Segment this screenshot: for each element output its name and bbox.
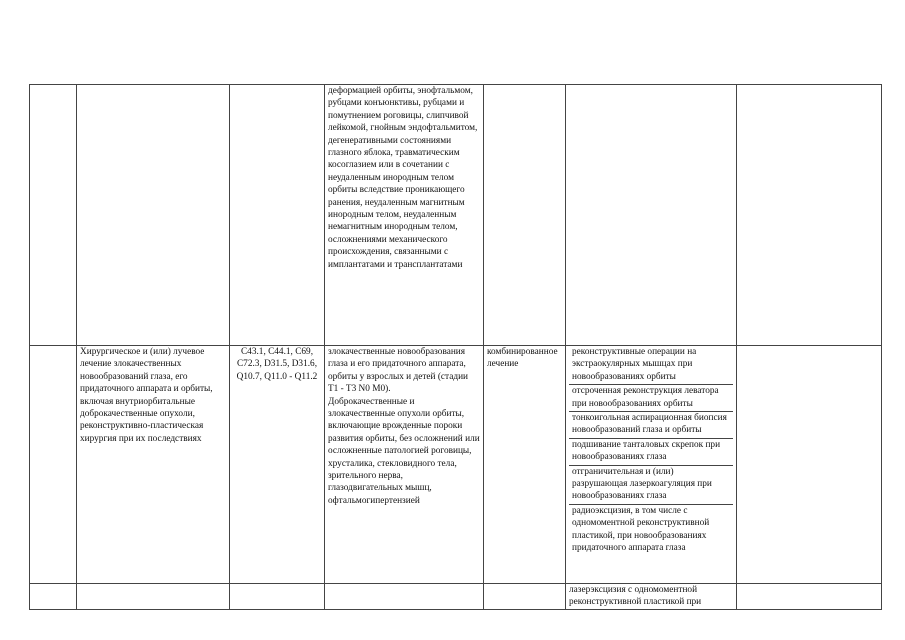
cell-cost (737, 85, 882, 346)
treatment-text: комбинированное лечение (487, 347, 558, 370)
method-item: отграничительная и (или) разрушающая лазеркоагуляция при новообразованиях глаза (569, 466, 733, 505)
cell-method (566, 346, 737, 584)
cell-diagnosis (325, 346, 484, 584)
diagnosis-text: Доброкачественные и злокачественные опухоли орбиты, включающие врожденные пороки развития орбиты, без осложнений или осложненные патологией роговицы, хрусталика, стекловидного тела, зрительного нерва, глазодвигательных мышц, офтальмогипертензией (328, 396, 480, 506)
cell-diagnosis (325, 584, 484, 610)
method-item: отсроченная реконструкция леватора при новообразованиях орбиты (569, 385, 733, 412)
cell-number (30, 584, 77, 610)
cell-diagnosis (325, 85, 484, 346)
method-item: подшивание танталовых скрепок при новообразованиях глаза (569, 439, 733, 466)
cell-name (77, 346, 230, 584)
table-row (30, 584, 882, 610)
care-type-text: Хирургическое и (или) лучевое лечение злокачественных новообразований глаза, его придаточного аппарата и орбиты, включая внутриорбитальные доброкачественные опухоли, реконструктивно-пластическая хирургия при их последствиях (80, 347, 213, 444)
cell-cost (737, 346, 882, 584)
table-row (30, 346, 882, 584)
table-row (30, 85, 882, 346)
diagnosis-text: деформацией орбиты, энофтальмом, рубцами конъюнктивы, рубцами и помутнением роговицы, слипчивой лейкомой, гнойным эндофтальмитом, дегенеративными состояниями глазного яблока, травматическим косоглазием или в сочетании с неудаленным инородным телом орбиты вследствие проникающего ранения, неудаленным магнитным инородным телом, неудаленным немагнитным инородным телом, осложнениями механического происхождения, связанными с имплантатами и трансплантатами (328, 86, 478, 270)
icd-codes-text: C43.1, C44.1, C69, C72.3, D31.5, D31.6, Q10.7, Q11.0 - Q11.2 (236, 347, 318, 382)
cell-method (566, 85, 737, 346)
cell-treatment (484, 584, 566, 610)
cell-number (30, 85, 77, 346)
diagnosis-text: злокачественные новообразования глаза и его придаточного аппарата, орбиты у взрослых и детей (стадии T1 - T3 N0 M0). (328, 347, 469, 395)
cell-treatment (484, 85, 566, 346)
cell-name (77, 584, 230, 610)
cell-number (30, 346, 77, 584)
cell-method (566, 584, 737, 610)
cell-codes (230, 584, 325, 610)
method-item: тонкоигольная аспирационная биопсия новообразований глаза и орбиты (569, 412, 733, 439)
method-item: реконструктивные операции на экстраокулярных мышцах при новообразованиях орбиты (569, 346, 733, 385)
cell-codes (230, 346, 325, 584)
method-item: радиоэксцизия, в том числе с одномоментной реконструктивной пластикой, при новообразованиях придаточного аппарата глаза (572, 505, 710, 554)
cell-cost (737, 584, 882, 610)
method-item: лазерэксцизия с одномоментной реконструктивной пластикой при (569, 585, 702, 608)
cell-treatment (484, 346, 566, 584)
document-table (29, 84, 882, 610)
cell-name (77, 85, 230, 346)
cell-codes (230, 85, 325, 346)
